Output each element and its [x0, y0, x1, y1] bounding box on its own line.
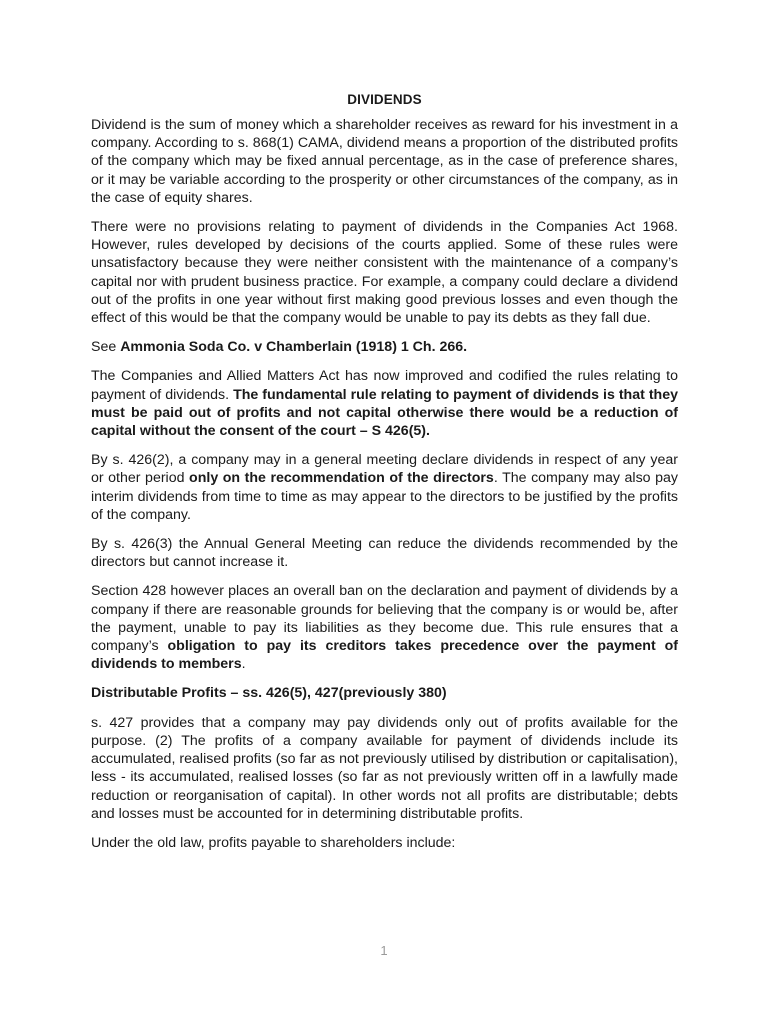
rule-plain-text: The Companies and Allied Matters Act has now improved and codified the rules relating to payment of dividends.	[91, 368, 678, 403]
paragraph-s426-2	[91, 451, 678, 524]
section-heading-distributable-profits: Distributable Profits – ss. 426(5), 427(previously 380)	[91, 685, 447, 702]
paragraph-history: There were no provisions relating to payment of dividends in the Companies Act 1968. However, rules developed by decisions of the courts applied. Some of these rules were unsatisfactory because they were neither consistent with the maintenance of a company’s capital nor with prudent business practice. For example, a company could declare a dividend out of the profits in one year without first making good previous losses and even though the effect of this would be that the company would be unable to pay its debts as they fall due.	[91, 219, 678, 327]
paragraph-definition: Dividend is the sum of money which a shareholder receives as reward for his investment in a company. According to s. 868(1) CAMA, dividend means a proportion of the distributed profits of the company which may be fixed annual percentage, as in the case of preference shares, or it may be variable according to the prosperity or other circumstances of the company, as in the case of equity shares.	[91, 117, 678, 206]
s426-2-text-a: By s. 426(2), a company may in a general meeting declare dividends in respect of any year or other period	[91, 452, 678, 487]
s426-2-bold-text: only on the recommendation of the directors	[189, 470, 494, 487]
rule-bold-text: The fundamental rule relating to payment of dividends is that they must be paid out of profits and not capital otherwise there would be a reduction of capital without the consent of the court – S 426(5).	[91, 386, 678, 440]
case-lead-text: See	[91, 339, 121, 356]
page-title: DIVIDENDS	[347, 92, 422, 107]
paragraph-s427: s. 427 provides that a company may pay dividends only out of profits available for the purpose. (2) The profits of a company available for payment of dividends include its accumulated, realised profits (so far as not previously utilised by distribution or capitalisation), less - its accumulated, realised losses (so far as not previously written off in a lawfully made reduction or reorganisation of capital). In other words not all profits are distributable; debts and losses must be accounted for in determining distributable profits.	[91, 714, 678, 822]
paragraph-fundamental-rule	[91, 367, 678, 440]
paragraph-s426-3: By s. 426(3) the Annual General Meeting can reduce the dividends recommended by the directors but cannot increase it.	[91, 536, 678, 571]
s428-bold-text: obligation to pay its creditors takes precedence over the payment of dividends to members	[91, 638, 679, 673]
paragraph-s428	[91, 582, 678, 673]
paragraph-case-reference	[91, 338, 678, 356]
s426-2-text-b: . The company may also pay interim dividends from time to time as may appear to the directors to be justified by the profits of the company.	[91, 470, 678, 523]
s428-text-a: Section 428 however places an overall ban on the declaration and payment of dividends by a company if there are reasonable grounds for believing that the company is or would be, after the payment, unable to pay its liabilities as they become due. This rule ensures that a company’s	[91, 583, 678, 655]
case-citation: Ammonia Soda Co. v Chamberlain (1918) 1 Ch. 266.	[120, 339, 468, 356]
paragraph-old-law: Under the old law, profits payable to shareholders include:	[91, 834, 456, 851]
document-page	[91, 92, 678, 863]
s428-text-b: .	[241, 656, 246, 673]
page-number: 1	[380, 943, 388, 958]
